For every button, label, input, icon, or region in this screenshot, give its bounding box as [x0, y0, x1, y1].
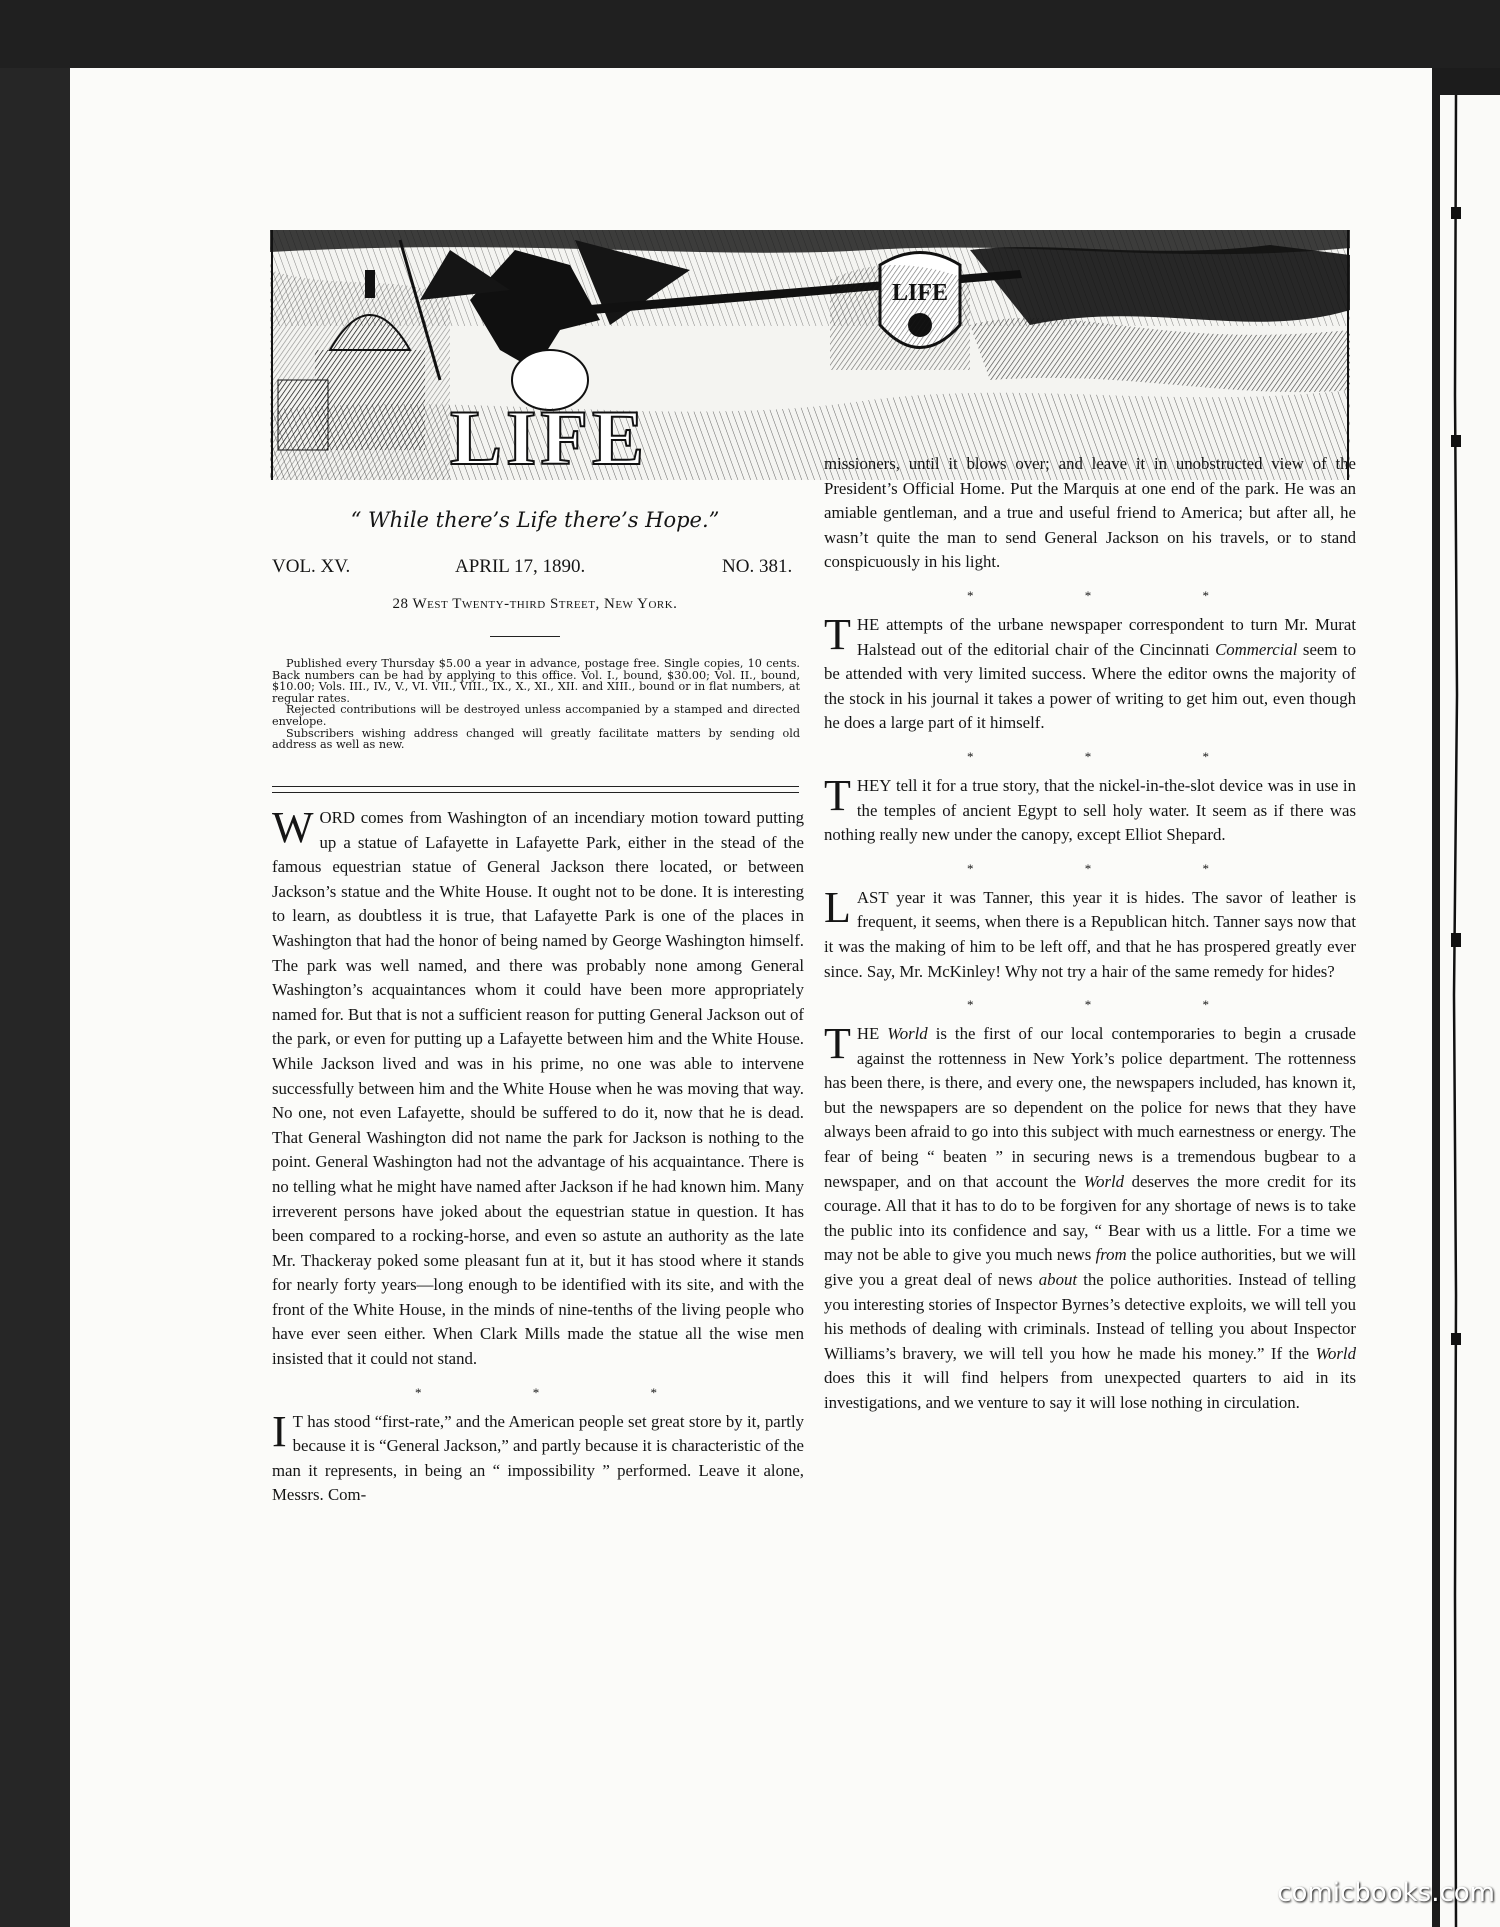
section-separator: * * *	[415, 1384, 711, 1400]
publication-note	[272, 658, 800, 751]
next-page-edge	[1440, 95, 1500, 1927]
section-separator: * * *	[967, 587, 1263, 603]
drop-cap: T	[824, 609, 851, 659]
drop-cap: T	[824, 1019, 851, 1069]
section-separator: * * *	[967, 748, 1263, 764]
issue-date: APRIL 17, 1890.	[455, 556, 586, 577]
drop-cap: I	[272, 1406, 287, 1456]
address-change-note: Subscribers wishing address changed will greatly facilitate matters by sending old address as well as new.	[272, 726, 800, 752]
article-first-rate: I T has stood “first-rate,” and the American people set great store by it, partly because it is “General Jackson,” and partly because it is characteristic of the man it represents, in being an “ impossibility ” performed. Leave it alone, Messrs. Com-	[272, 1406, 804, 1505]
section-separator: * * *	[967, 997, 1263, 1013]
binding-line	[1450, 95, 1462, 1927]
volume-number: VOL. XV.	[272, 556, 351, 577]
office-address: 28 West Twenty-third Street, New York.	[392, 596, 678, 612]
right-column	[824, 452, 1356, 1416]
article-lafayette-park: WORD comes from Washington of an incendiary motion toward putting up a statue of Lafayette in Lafayette Park, either in the stead of the famous equestrian statue of General Jackson there located, or between Jackson’s statue and the White House. It ought not to be done. It is interesting to learn, as doubtless it is true, that Lafayette Park is one of the places in Washington that had the honor of being named by George Washington himself. The park was well named, and there was probably none among General Washington’s acquaintances whom it could have been more appropriately named for. But that is not a sufficient reason for putting General Jackson out of the park, or even for putting up a Lafayette between him and the White House. While Jackson lived and was in his prime, no one was able to intervene successfully between him and the White House when he was moving that way. No one, not even Lafayette, should be suffered to do it, now that he is dead. That General Washington did not name the park for Jackson is nothing to the point. General Washington had not the advantage of his acquaintance. There is no telling what he might have named after Jackson if he had known him. Many irreverent persons have joked about the equestrian statue in question. It has been compared to a rocking-horse, and even so astute an authority as the late Mr. Thackeray poked some pleasant fun at it, but it has stood where it stands for nearly forty years—long enough to be identified with its site, and with the front of the White House, in the minds of nine-tenths of the living people who have ever seen either. When Clark Mills made the statue all the wise men insisted that it could not stand.	[272, 803, 804, 1369]
subscription-rates: Published every Thursday $5.00 a year in advance, postage free. Single copies, 10 cents. Back numbers can be had by applying to this office. Vol. I., bound, $30.00; Vol. II., bound, $10.00; Vols. III., IV., V., VI. VII., VIII., IX., X., XI., XII. and XIII., bound or in flat numbers, at regular rates.	[272, 657, 800, 705]
article-tanner-hides: LAST year it was Tanner, this year it is hides. The savor of leather is frequent, it seems, when there is a Republican hitch. Tanner says now that it was the making of him to be left off, and that he has prospered greatly ever since. Say, Mr. McKinley! Why not try a hair of the same remedy for hides?	[824, 882, 1356, 981]
rejected-contributions-note: Rejected contributions will be destroyed unless accompanied by a stamped and directed envelope.	[272, 703, 800, 728]
section-separator: * * *	[967, 860, 1263, 876]
drop-cap: W	[272, 803, 314, 852]
article-nickel-in-the-slot: THEY tell it for a true story, that the nickel-in-the-slot device was in use in the temples of ancient Egypt to sell holy water. It seem as if there was nothing really new under the canopy, except Elliot Shepard.	[824, 770, 1356, 845]
left-column	[272, 803, 804, 1508]
drop-cap: L	[824, 882, 851, 932]
issue-number: NO. 381.	[722, 556, 793, 577]
double-divider	[272, 786, 799, 793]
issue-line	[270, 556, 800, 584]
motto: “ While there’s Life there’s Hope.”	[350, 508, 720, 532]
masthead-illustration	[270, 230, 1350, 480]
article-halstead: THE attempts of the urbane newspaper correspondent to turn Mr. Murat Halstead out of the editorial chair of the Cincinnati Commercial seem to be attended with very limited success. Where the editor owns the majority of the stock in his journal it takes a power of writing to get him out, even though he does a large part of it himself.	[824, 609, 1356, 733]
article-first-rate-continued: missioners, until it blows over; and leave it in unobstructed view of the President’s Official Home. Put the Marquis at one end of the park. He was an amiable gentleman, and a true and useful friend to America; but after all, he wasn’t quite the man to send General Jackson on his travels, or to stand conspicuously in his light.	[824, 454, 1356, 572]
watermark: comicbooks.com	[1277, 1878, 1495, 1908]
divider	[490, 636, 560, 637]
drop-cap: T	[824, 770, 851, 820]
life-logo: LIFE	[449, 394, 649, 481]
article-world-crusade: THE World is the first of our local contemporaries to begin a crusade against the rottenness in New York’s police department. The rottenness has been there, is there, and every one, the newspapers included, has known it, but the newspapers are so dependent on the police for news that they have always been afraid to go into this subject with much earnestness or energy. The fear of being “ beaten ” in securing news is a tremendous bugbear to a newspaper, and on that account the World deserves the more credit for its courage. All that it has to do to be forgiven for any shortage of news is to take the public into its confidence and say, “ Bear with us a little. For a time we may not be able to give you much news from the police authorities, but we will give you a great deal of news about the police authorities. Instead of telling you interesting stories of Inspector Byrnes’s detective exploits, we will tell you his methods of dealing with criminals. Instead of telling you about Inspector Williams’s bravery, we will tell you how he made his money.” If the World does this it will find helpers from unexpected quarters to aid in its investigations, and we venture to say it will lose nothing in circulation.	[824, 1019, 1356, 1412]
